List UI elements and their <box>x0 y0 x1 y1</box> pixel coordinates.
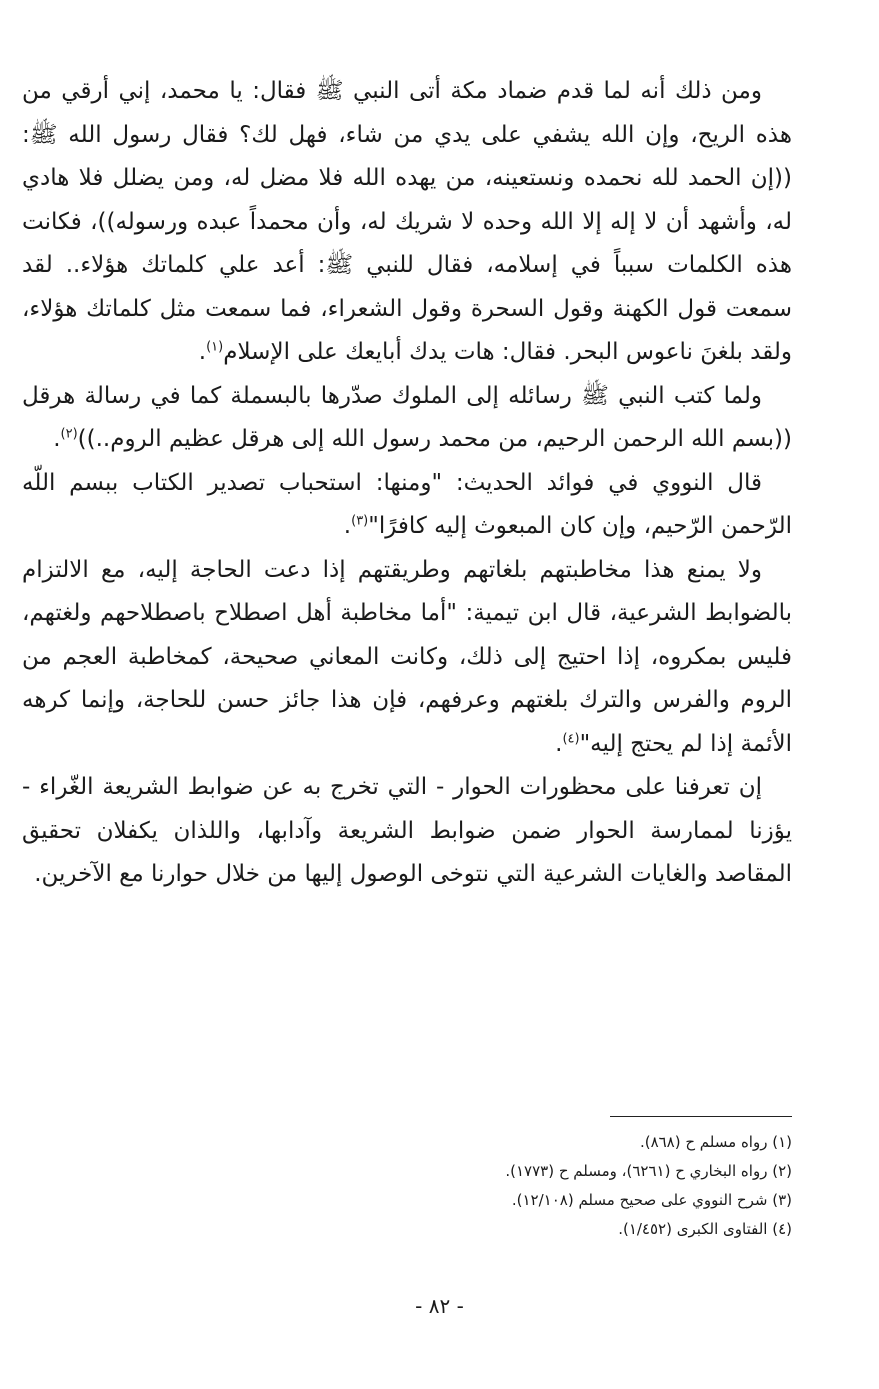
paragraph-dimad: ومن ذلك أنه لما قدم ضماد مكة أتى النبي ﷺ فقال: يا محمد، إني أرقي من هذه الريح، وإن الله يشفي على يدي من شاء، فهل لك؟ فقال رسول الله ﷺ: ((إن الحمد لله نحمده ونستعينه، من يهده الله فلا مضل له، ومن يضلل فلا هادي له، وأشهد أن لا إله إلا الله وحده لا شريك له، وأن محمداً عبده ورسوله))، فكانت هذه الكلمات سبباً في إسلامه، فقال للنبي ﷺ: أعد علي كلماتك هؤلاء.. لقد سمعت قول الكهنة وقول السحرة وقول الشعراء، فما سمعت مثل كلماتك هؤلاء، ولقد بلغنَ ناعوس البحر. فقال: هات يدك أبايعك على الإسلام$^{(١)}$. <box>22 78 792 365</box>
paragraph-text: إن تعرفنا على محظورات الحوار - التي تخرج به عن ضوابط الشريعة الغّراء - يؤزنا لممارسة الحوار ضمن ضوابط الشريعة وآدابها، واللذان يكفلان تحقيق المقاصد والغايات الشرعية التي نتوخى الوصول إليها من خلال حوارنا مع الآخرين. <box>22 774 792 887</box>
footnote-3: (٣) شرح النووي على صحيح مسلم (١٢/١٠٨). <box>511 1191 792 1209</box>
page-number: - ٨٢ - <box>415 1294 464 1318</box>
paragraph-nawawi: قال النووي في فوائد الحديث: "ومنها: استحباب تصدير الكتاب ببسم اللّه الرّحمن الرّحيم، وإن كان المبعوث إليه كافرًا"$^{(٣)}$. <box>22 469 792 539</box>
paragraph-text: قال النووي في فوائد الحديث: "ومنها: استحباب تصدير الكتاب ببسم اللّه الرّحمن الرّحيم، وإن كان المبعوث إليه كافرًا" <box>22 469 792 539</box>
footnote-4: (٤) الفتاوى الكبرى (١/٤٥٢). <box>618 1220 792 1238</box>
footnote-divider <box>610 1116 792 1117</box>
paragraph-text: ولا يمنع هذا مخاطبتهم بلغاتهم وطريقتهم إذا دعت الحاجة إليه، مع الالتزام بالضوابط الشرعية، قال ابن تيمية: "أما مخاطبة أهل اصطلاح باصطلاحهم ولغتهم، فليس بمكروه، إذا احتيج إلى ذلك، وكانت المعاني صحيحة، كمخاطبة العجم من الروم والفرس والترك بلغتهم وعرفهم، فإن هذا جائز حسن للحاجة، وإنما كرهه الأئمة إذا لم يحتج إليه" <box>22 556 792 757</box>
footnote-ref[interactable]: (١) <box>206 339 224 355</box>
paragraph-text: ولما كتب النبي ﷺ رسائله إلى الملوك صدّرها بالبسملة كما في رسالة هرقل ((بسم الله الرحمن الرحيم، من محمد رسول الله إلى هرقل عظيم الروم..)) <box>22 382 792 452</box>
footnote-2: (٢) رواه البخاري ح (٦٢٦١)، ومسلم ح (١٧٧٣). <box>505 1162 792 1180</box>
footnote-ref[interactable]: (٣) <box>351 513 369 529</box>
footnotes <box>300 1128 792 1244</box>
paragraph-text: ومن ذلك أنه لما قدم ضماد مكة أتى النبي ﷺ فقال: يا محمد، إني أرقي من هذه الريح، وإن الله يشفي على يدي من شاء، فهل لك؟ فقال رسول الله ﷺ: ((إن الحمد لله نحمده ونستعينه، من يهده الله فلا مضل له، ومن يضلل فلا هادي له، وأشهد أن لا إله إلا الله وحده لا شريك له، وأن محمداً عبده ورسوله))، فكانت هذه الكلمات سبباً في إسلامه، فقال للنبي ﷺ: أعد علي كلماتك هؤلاء.. لقد سمعت قول الكهنة وقول السحرة وقول الشعراء، فما سمعت مثل كلماتك هؤلاء، ولقد بلغنَ ناعوس البحر. فقال: هات يدك أبايعك على الإسلام <box>22 78 792 365</box>
paragraph-ibn-taymiyya: ولا يمنع هذا مخاطبتهم بلغاتهم وطريقتهم إذا دعت الحاجة إليه، مع الالتزام بالضوابط الشرعية، قال ابن تيمية: "أما مخاطبة أهل اصطلاح باصطلاحهم ولغتهم، فليس بمكروه، إذا احتيج إلى ذلك، وكانت المعاني صحيحة، كمخاطبة العجم من الروم والفرس والترك بلغتهم وعرفهم، فإن هذا جائز حسن للحاجة، وإنما كرهه الأئمة إذا لم يحتج إليه"$^{(٤)}$. <box>22 556 792 757</box>
paragraph-conclusion <box>22 766 792 897</box>
footnote-1: (١) رواه مسلم ح (٨٦٨). <box>639 1133 792 1151</box>
footnote-ref[interactable]: (٤) <box>562 730 580 746</box>
page-body <box>22 70 792 897</box>
paragraph-letters: ولما كتب النبي ﷺ رسائله إلى الملوك صدّرها بالبسملة كما في رسالة هرقل ((بسم الله الرحمن الرحيم، من محمد رسول الله إلى هرقل عظيم الروم..))$^{(٢)}$. <box>22 382 792 452</box>
footnote-ref[interactable]: (٢) <box>60 426 78 442</box>
